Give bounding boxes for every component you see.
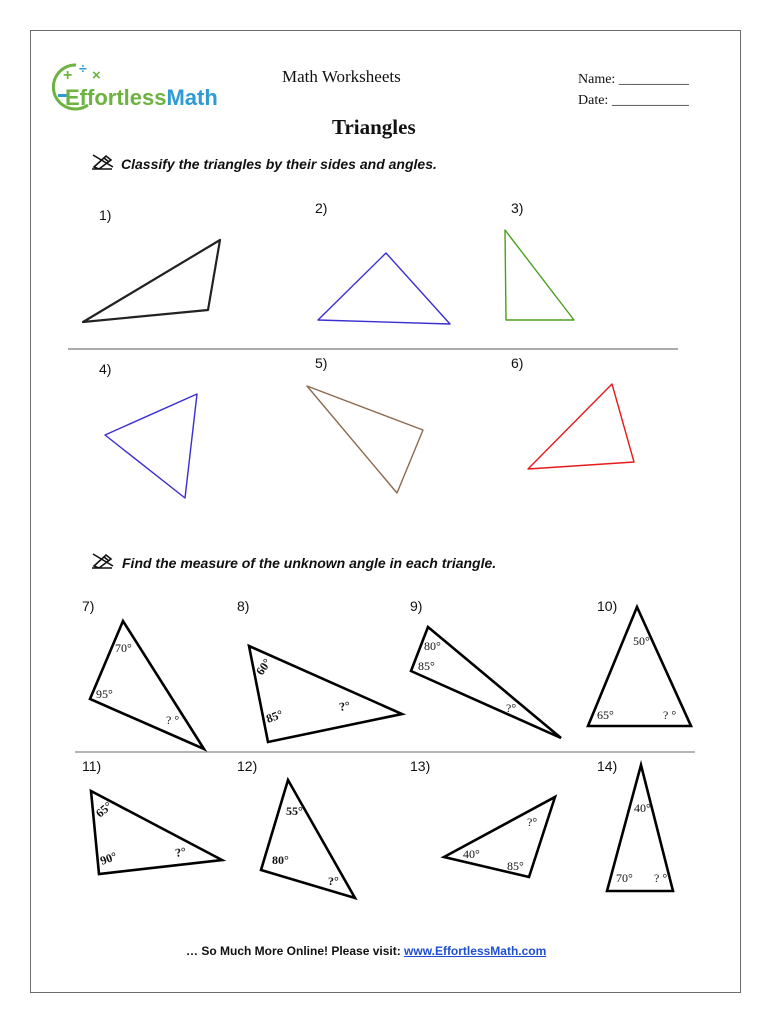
item-number-5: 5) [315, 355, 328, 371]
item-number-10: 10) [597, 598, 618, 614]
angle-label: 85° [418, 659, 435, 673]
item-number-1: 1) [99, 207, 112, 223]
angle-label: 90° [98, 848, 119, 868]
website-link[interactable]: www.EffortlessMath.com [404, 944, 547, 958]
item-number-12: 12) [237, 758, 258, 774]
item-number-7: 7) [82, 598, 95, 614]
angle-label: ? ° [654, 871, 668, 885]
angle-label: 85° [507, 859, 524, 873]
angle-label: ?° [338, 698, 352, 714]
svg-text:+: + [63, 67, 73, 84]
angle-label: ?° [328, 874, 339, 888]
item-number-2: 2) [315, 200, 328, 216]
angle-label: ? ° [166, 713, 180, 727]
angle-label: 65° [597, 708, 614, 722]
angle-label: 40° [463, 847, 480, 861]
angle-label: 95° [96, 687, 113, 701]
item-number-9: 9) [410, 598, 423, 614]
angle-triangle-12 [261, 780, 355, 898]
angle-label: 70° [115, 641, 132, 655]
angle-label: 80° [272, 853, 289, 867]
page-title: Triangles [332, 115, 416, 139]
angle-label: 70° [616, 871, 633, 885]
footer-text: … So Much More Online! Please visit: www.EffortlessMath.com [186, 944, 547, 958]
angle-label: ? ° [663, 708, 677, 722]
angle-group [75, 607, 695, 898]
item-number-11: 11) [82, 758, 102, 774]
angle-label: 85° [264, 706, 285, 726]
angle-label: 55° [286, 804, 303, 818]
angle-label: ?° [506, 701, 517, 715]
svg-text:×: × [92, 67, 101, 84]
item-number-3: 3) [511, 200, 524, 216]
angle-triangle-7 [90, 621, 204, 749]
svg-text:÷: ÷ [79, 60, 87, 76]
angle-triangle-13 [444, 797, 555, 877]
angle-label: 40° [634, 801, 651, 815]
item-number-8: 8) [237, 598, 250, 614]
item-number-4: 4) [99, 361, 112, 377]
date-field: Date: ___________ [578, 93, 689, 108]
angle-triangle-8 [249, 646, 402, 742]
section2-instruction: Find the measure of the unknown angle in each triangle. [122, 555, 497, 571]
item-number-6: 6) [511, 355, 524, 371]
angle-label: ?° [174, 844, 188, 860]
item-number-14: 14) [597, 758, 618, 774]
angle-label: 65° [92, 798, 115, 821]
section1-instruction: Classify the triangles by their sides and angles. [121, 156, 437, 172]
angle-label: 50° [633, 634, 650, 648]
worksheet-title: Math Worksheets [282, 67, 401, 86]
item-number-13: 13) [410, 758, 431, 774]
name-field: Name: __________ [578, 72, 689, 87]
angle-label: 60° [252, 655, 275, 678]
angle-label: 80° [424, 639, 441, 653]
logo-wordmark: EffortlessMath [65, 85, 218, 110]
angle-label: ?° [527, 815, 538, 829]
